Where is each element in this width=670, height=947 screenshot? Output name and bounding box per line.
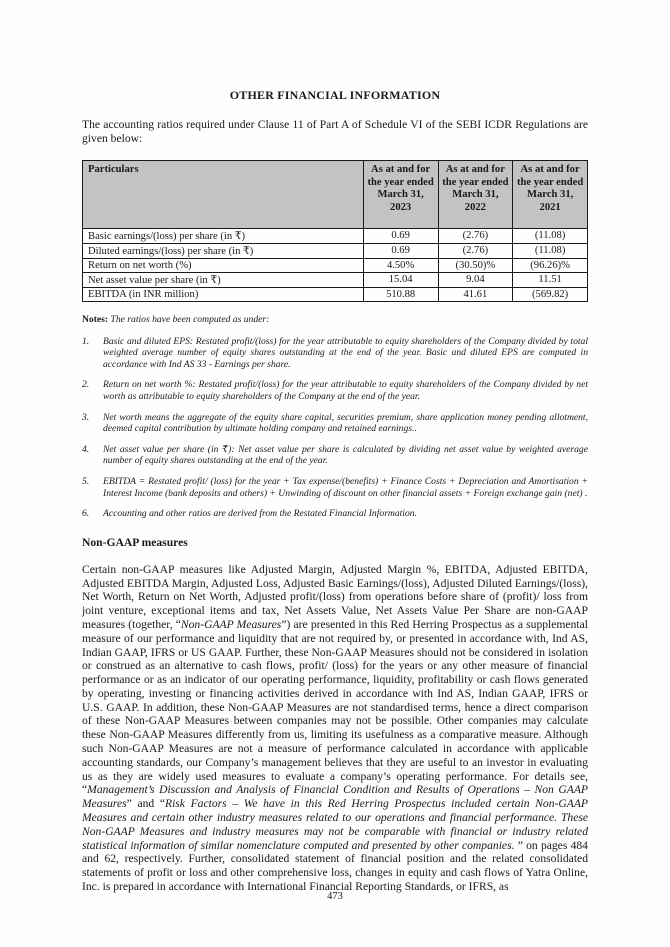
column-header-fy2023: As at and for the year ended March 31, 2023 [363,161,438,229]
paragraph-segment-italic: Management’s Discussion and Analysis of Financial Condition and Results of Operations – Non GAAP Measures [82,783,588,811]
cell-value: 11.51 [513,273,588,288]
cell-value: 9.04 [438,273,513,288]
note-item [82,379,588,402]
paragraph-segment: ” and “ [126,797,165,811]
section-heading-non-gaap: Non-GAAP measures [82,535,188,549]
page-title: OTHER FINANCIAL INFORMATION [229,88,441,102]
note-text: Return on net worth %: Restated profit/(loss) for the year attributable to equity shareholders of the Company divided by net worth as attributable to equity shareholders of the Company at the end of the year. [103,379,588,402]
cell-value: (569.82) [513,288,588,302]
note-text: EBITDA = Restated profit/ (loss) for the year + Tax expense/(benefits) + Finance Costs + Depreciation and Amortisation + Interest Income (bank deposits and others) + Unwinding of discount on other financial assets + Foreign exchange gain (net) . [103,475,588,499]
note-text: Net asset value per share (in ₹): Net asset value per share is calculated by dividing net asset value by weighted average number of equity shares outstanding at the end of the year. [103,443,588,467]
table-row [83,288,588,302]
notes-heading [82,314,588,326]
table-row [83,244,588,259]
cell-value: (2.76) [438,244,513,259]
paragraph-segment: ” on pages 484 and 62, respectively. Further, consolidated statement of financial position and the related consolidated statements of profit or loss and other comprehensive loss, changes in equity and cash flows of Yatra Online, Inc. is prepared in accordance with International Financial Reporting Standards, or IFRS, as [82,838,588,894]
table-header-row [83,161,588,229]
cell-value: 4.50% [363,259,438,273]
row-label: EBITDA (in INR million) [83,288,364,302]
column-header-fy2021: As at and for the year ended March 31, 2021 [513,161,588,229]
row-label: Diluted earnings/(loss) per share (in ₹) [83,244,364,259]
note-item [82,476,588,499]
cell-value: (30.50)% [438,259,513,273]
row-label: Basic earnings/(loss) per share (in ₹) [83,229,364,244]
note-number: 1. [82,335,90,347]
column-header-fy2022: As at and for the year ended March 31, 2022 [438,161,513,229]
row-label: Return on net worth (%) [83,259,364,273]
financial-ratios-table [82,160,588,302]
row-label: Net asset value per share (in ₹) [83,273,364,288]
intro-paragraph: The accounting ratios required under Clause 11 of Part A of Schedule VI of the SEBI ICDR Regulations are given below: [82,118,588,145]
cell-value: (2.76) [438,229,513,244]
cell-value: 0.69 [363,229,438,244]
paragraph-segment: Certain non-GAAP measures like Adjusted Margin, Adjusted Margin %, EBITDA, Adjusted EBITDA, Adjusted EBITDA Margin, Adjusted Loss, Adjusted Basic Earnings/(loss), Adjusted Diluted Earnings/(loss), Net Worth, Return on Net Worth, Adjusted profit/(loss) from operations before share of (profit)/ loss from joint venture, exceptional items and tax, Net Assets Value, Net Assets Value Per Share are non-GAAP measures (together, “ [82,562,588,631]
note-item [82,508,588,520]
cell-value: (11.08) [513,229,588,244]
note-item [82,444,588,467]
cell-value: 510.88 [363,288,438,302]
note-number: 4. [82,443,90,455]
note-text: Basic and diluted EPS: Restated profit/(loss) for the year attributable to equity shareholders of the Company divided by total weighted average number of equity shares outstanding at the end of the year. Basic and diluted EPS are computed in accordance with Ind AS 33 - Earnings per share. [103,335,588,370]
page-content [82,88,588,894]
table-row [83,259,588,273]
notes-intro: The ratios have been computed as under: [108,314,270,325]
note-number: 5. [82,475,90,487]
cell-value: 41.61 [438,288,513,302]
page-number: 473 [327,891,343,902]
notes-section [82,314,588,520]
paragraph-segment: ”) are presented in this Red Herring Prospectus as a supplemental measure of our performance and liquidity that are not required by, or presented in accordance with, Ind AS, Indian GAAP, IFRS or US GAAP. Further, these Non-GAAP Measures should not be considered in isolation or construed as an alternative to cash flows, profit/ (loss) for the years or any other measure of financial performance or as an indicator of our operating performance, liquidity, profitability or cash flows generated by operating, investing or financing activities derived in accordance with Ind AS, Indian GAAP, IFRS or U.S. GAAP. In addition, these Non-GAAP Measures are not standardised terms, hence a direct comparison of these Non-GAAP Measures between companies may not be possible. Other companies may calculate these Non-GAAP Measures differently from us, limiting its usefulness as a comparative measure. Although such Non-GAAP Measures are not a measure of performance calculated in accordance with applicable accounting standards, our Company’s management believes that they are useful to an investor in evaluating us as they are widely used measures to evaluate a company’s operating performance. For details see, “ [82,617,588,797]
note-item [82,336,588,371]
note-text: Net worth means the aggregate of the equity share capital, securities premium, share application money pending allotment, deemed capital contribution by ultimate holding company and retained earnings.. [103,411,588,435]
paragraph-segment-italic: Non-GAAP Measures [180,617,282,631]
paragraph-segment-italic: Risk Factors – We have in this Red Herring Prospectus included certain Non-GAAP Measures and certain other industry measures related to our operations and financial performance. These Non-GAAP Measures and industry measures may not be comparable with financial or industry related statistical information of similar nomenclature computed and presented by other companies. [82,797,588,852]
note-text: Accounting and other ratios are derived from the Restated Financial Information. [103,508,417,520]
cell-value: 15.04 [363,273,438,288]
note-number: 6. [82,508,90,520]
cell-value: (96.26)% [513,259,588,273]
non-gaap-paragraph [82,563,588,894]
note-number: 3. [82,411,90,423]
cell-value: (11.08) [513,244,588,259]
table-row [83,229,588,244]
cell-value: 0.69 [363,244,438,259]
column-header-particulars: Particulars [83,161,364,229]
notes-label: Notes: [82,314,109,325]
note-item [82,412,588,435]
note-number: 2. [82,379,90,391]
table-row [83,273,588,288]
